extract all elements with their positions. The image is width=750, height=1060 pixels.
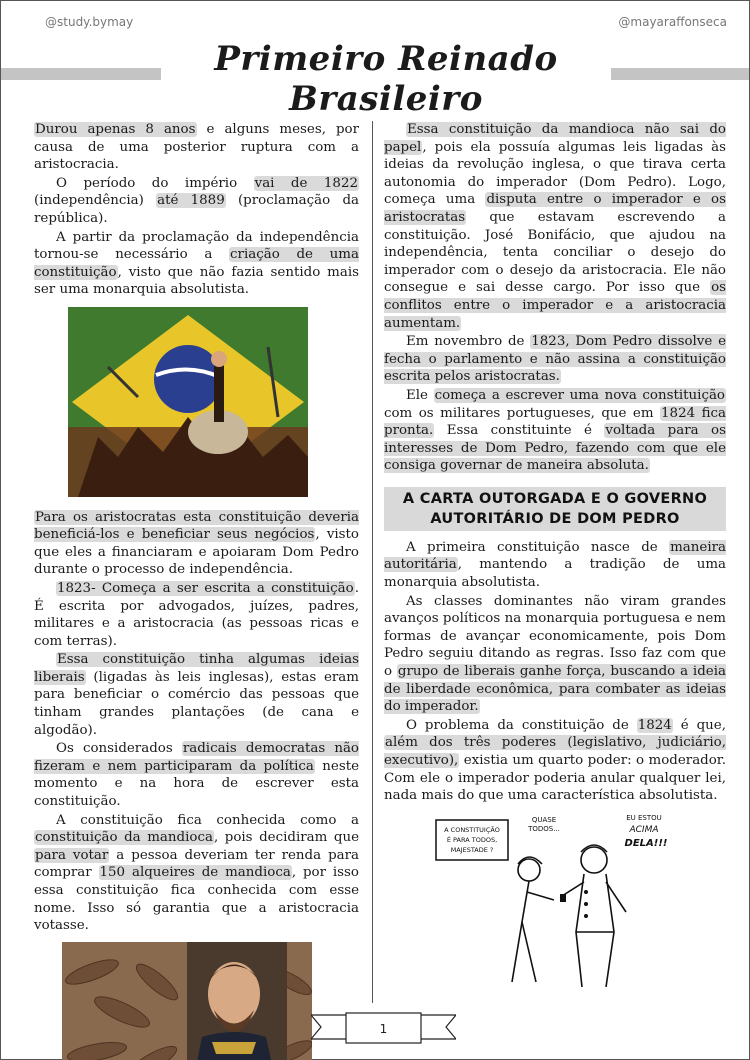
highlight: 1824 fica pronta. — [384, 405, 727, 439]
bubble-right-3: DELA!!! — [624, 837, 668, 849]
paragraph — [384, 121, 726, 332]
text: (proclamação da república). — [34, 193, 359, 226]
highlight: constituição da mandioca — [35, 830, 213, 846]
highlight: disputa entre o imperador e os aristocratas — [384, 192, 726, 225]
highlight: Essa constituição da mandioca não sai do papel — [384, 122, 726, 155]
text: . É escrita por advogados, juízes, padres, militares e a aristocracia (as pessoas ricas e com terras). — [34, 580, 359, 649]
constitution-cartoon — [434, 812, 674, 992]
text: As classes dominantes não viram grandes avanços políticos na monarquia portuguesa e nem formas de avançar economicamente, pois Dom Pedro seguiu ditando as regras. Isso faz com que o — [384, 593, 726, 680]
highlight: até 1889 — [157, 193, 225, 209]
bubble-left — [444, 825, 500, 854]
title-bar-left — [1, 68, 161, 80]
page-number: 1 — [379, 1022, 388, 1036]
text: Os considerados — [56, 741, 182, 757]
paragraph — [34, 651, 359, 739]
text: , por isso essa constituição fica conhecida com esse nome. Isso só garantia que a aristocracia votasse. — [34, 865, 359, 934]
left-column — [34, 121, 359, 1060]
text: Em novembro de — [406, 334, 531, 350]
bubble-left-line: É PARA TODOS, — [446, 835, 498, 844]
text: , visto que eles a financiaram e apoiaram Dom Pedro durante o processo de independência. — [34, 527, 359, 578]
text: e alguns meses, por causa de uma posterior ruptura com a aristocracia. — [34, 122, 359, 173]
text: , mantendo a tradição de uma monarquia absolutista. — [384, 557, 726, 591]
highlight: criação de uma constituição — [34, 247, 359, 280]
highlight: voltada para os interesses de Dom Pedro, fazendo com que ele consiga governar de maneira absoluta. — [384, 423, 726, 474]
bubble-left-line: A CONSTITUIÇÃO — [444, 825, 500, 834]
bubble-right-1: EU ESTOU — [626, 813, 662, 822]
text: A partir da proclamação da independência tornou-se necessário a — [34, 229, 359, 263]
paragraph — [34, 580, 359, 650]
dom-pedro-cassava-photo — [62, 942, 312, 1060]
highlight: radicais democratas não fizeram e nem participaram da política — [34, 741, 359, 774]
bubble-left-line: MAJESTADE ? — [450, 845, 494, 854]
text: , pois ela possuía algumas leis ligadas às ideias da revolução inglesa, o que tirava certa autonomia do imperador (Dom Pedro). Logo, começa uma — [384, 139, 726, 208]
paragraph — [34, 175, 359, 228]
paragraph — [34, 509, 359, 579]
paragraph — [384, 333, 726, 386]
highlight: 1823- Começa a ser escrita a constituição — [57, 580, 354, 596]
highlight: além dos três poderes (legislativo, judiciário, executivo), — [384, 735, 726, 768]
text: , visto que não fazia sentido mais ser uma monarquia absolutista. — [34, 264, 359, 298]
author-handle-right: @mayaraffonseca — [618, 15, 727, 29]
bubble-right-2: ACIMA — [629, 824, 659, 835]
text: , pois decidiram que — [213, 830, 359, 846]
text: é que, — [672, 717, 726, 733]
highlight: 1824 — [637, 717, 672, 733]
text: existia um quarto poder: o moderador. Com ele o imperador poderia anular qualquer lei, nada mais do que uma característica absolutista. — [384, 753, 726, 804]
bubble-mid-2: TODOS... — [528, 824, 560, 833]
highlight: Para os aristocratas esta constituição deveria beneficiá-los e beneficiar seus negócios — [34, 509, 359, 543]
paragraph — [34, 740, 359, 810]
text: com os militares portugueses, que em — [384, 405, 661, 421]
paragraph — [384, 717, 726, 805]
brazil-flag-independence-painting — [68, 307, 308, 497]
text: que estavam escrevendo a constituição. José Bonifácio, que ajudou na independência, tenta conciliar o desejo do imperador com o desejo da aristocracia. Ele não consegue e sai desse cargo. Por isso que — [384, 209, 726, 296]
text: neste momento e na hora de escrever esta constituição. — [34, 758, 360, 810]
highlight: 150 alqueires de mandioca — [99, 865, 291, 881]
text: (independência) — [34, 193, 157, 209]
highlight: começa a escrever uma nova constituição — [434, 387, 725, 403]
text: A primeira constituição nasce de — [406, 539, 670, 555]
highlight: grupo de liberais ganhe força, buscando a ideia de liberdade econômica, para combater as ideias do imperador. — [384, 664, 726, 715]
highlight: Durou apenas 8 anos — [35, 122, 196, 137]
section-heading: A CARTA OUTORGADA E O GOVERNO AUTORITÁRIO DE DOM PEDRO — [384, 487, 726, 531]
paragraph — [34, 121, 359, 174]
text: (ligadas às leis inglesas), estas eram para beneficiar o comércio das pessoas que tinham grandes plantações (de cana e algodão). — [34, 669, 359, 738]
paragraph — [384, 593, 726, 716]
page-title: Primeiro Reinado Brasileiro — [214, 39, 558, 119]
author-handle-left: @study.bymay — [45, 15, 134, 29]
title-bar-right — [611, 68, 749, 80]
highlight: os conflitos entre o imperador e a aristocracia aumentam. — [384, 280, 726, 331]
highlight: vai de 1822 — [254, 175, 358, 191]
highlight: Essa constituição tinha algumas ideias liberais — [34, 652, 359, 685]
column-divider — [372, 121, 373, 1003]
paragraph — [384, 539, 726, 592]
highlight: maneira autoritária — [384, 539, 726, 573]
highlight: para votar — [35, 847, 109, 863]
text: Ele — [406, 387, 434, 403]
paragraph — [34, 812, 359, 935]
highlight: 1823, Dom Pedro dissolve e fecha o parlamento e não assina a constituição escrita pelos aristocratas. — [384, 334, 726, 385]
text: A constituição fica conhecida como a — [56, 812, 359, 828]
right-column — [384, 121, 726, 997]
text: a pessoa deveriam ter renda para comprar — [34, 847, 360, 881]
page-number-ribbon — [311, 1009, 456, 1047]
paragraph — [384, 387, 726, 475]
paragraph — [34, 229, 359, 299]
text: Essa constituinte é — [434, 423, 605, 439]
text: O problema da constituição de — [406, 717, 637, 733]
text: O período do império — [56, 175, 254, 191]
bubble-mid-1: QUASE — [531, 815, 557, 824]
